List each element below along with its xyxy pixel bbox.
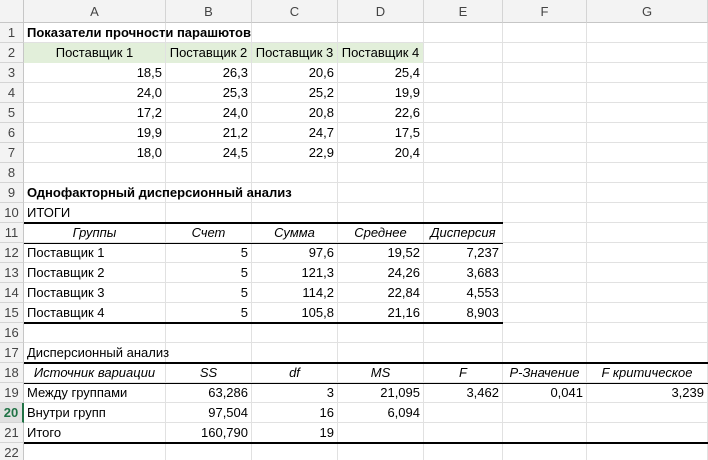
data-cell[interactable]: 19,9 — [394, 85, 420, 100]
row-header-22[interactable]: 22 — [0, 443, 24, 460]
data-cell[interactable]: 24,0 — [222, 105, 248, 120]
summary-value[interactable]: 121,3 — [301, 265, 334, 280]
data-cell[interactable]: 20,6 — [308, 65, 334, 80]
row-header-20[interactable]: 20 — [0, 403, 24, 423]
summary-header[interactable]: Счет — [191, 225, 226, 240]
anova-header[interactable]: P-Значение — [509, 365, 580, 380]
data-cell[interactable]: 24,5 — [222, 145, 248, 160]
row-header-15[interactable]: 15 — [0, 303, 24, 323]
summary-group-label[interactable]: Поставщик 2 — [27, 265, 105, 280]
summary-header[interactable]: Среднее — [354, 225, 407, 240]
summary-value[interactable]: 114,2 — [302, 285, 334, 300]
summary-value[interactable]: 105,8 — [301, 305, 334, 320]
anova-value[interactable]: 97,504 — [208, 405, 248, 420]
data-cell[interactable]: 17,5 — [394, 125, 420, 140]
data-cell[interactable]: 18,5 — [136, 65, 162, 80]
anova-title[interactable]: Однофакторный дисперсионный анализ — [27, 185, 292, 200]
data-cell[interactable]: 24,7 — [308, 125, 334, 140]
summary-value[interactable]: 22,84 — [387, 285, 420, 300]
summary-group-label[interactable]: Поставщик 4 — [27, 305, 105, 320]
anova-value[interactable]: 6,094 — [387, 405, 420, 420]
row-header-2[interactable]: 2 — [0, 43, 24, 63]
row-header-4[interactable]: 4 — [0, 83, 24, 103]
anova-value[interactable]: 0,041 — [550, 385, 583, 400]
row-header-17[interactable]: 17 — [0, 343, 24, 363]
supplier-header[interactable]: Поставщик 2 — [166, 43, 251, 63]
row-header-16[interactable]: 16 — [0, 323, 24, 343]
anova-header[interactable]: F — [459, 365, 467, 380]
data-cell[interactable]: 17,2 — [136, 105, 162, 120]
summary-value[interactable]: 5 — [240, 245, 248, 260]
row-header-9[interactable]: 9 — [0, 183, 24, 203]
data-cell[interactable]: 22,9 — [308, 145, 334, 160]
column-header-f[interactable]: F — [503, 0, 587, 23]
anova-header-border — [24, 383, 708, 384]
column-header-g[interactable]: G — [587, 0, 708, 23]
anova-value[interactable]: 3,462 — [466, 385, 499, 400]
summary-title[interactable]: ИТОГИ — [27, 205, 71, 220]
row-header-18[interactable]: 18 — [0, 363, 24, 383]
select-all-corner[interactable] — [0, 0, 24, 23]
data-cell[interactable]: 20,4 — [394, 145, 420, 160]
row-header-21[interactable]: 21 — [0, 423, 24, 443]
anova-value[interactable]: 3,239 — [671, 385, 704, 400]
column-header-a[interactable]: A — [24, 0, 166, 23]
summary-value[interactable]: 3,683 — [466, 265, 499, 280]
summary-bottom-border — [24, 322, 503, 324]
data-cell[interactable]: 21,2 — [222, 125, 248, 140]
anova-value[interactable]: 160,790 — [201, 425, 248, 440]
summary-value[interactable]: 21,16 — [387, 305, 420, 320]
data-cell[interactable]: 24,0 — [136, 85, 162, 100]
row-header-5[interactable]: 5 — [0, 103, 24, 123]
anova-section-title[interactable]: Дисперсионный анализ — [27, 345, 170, 360]
data-cell[interactable]: 20,8 — [308, 105, 334, 120]
data-cell[interactable]: 22,6 — [394, 105, 420, 120]
row-header-11[interactable]: 11 — [0, 223, 24, 243]
data-cell[interactable]: 19,9 — [136, 125, 162, 140]
row-header-13[interactable]: 13 — [0, 263, 24, 283]
row-header-6[interactable]: 6 — [0, 123, 24, 143]
column-header-c[interactable]: C — [252, 0, 338, 23]
summary-value[interactable]: 5 — [240, 305, 248, 320]
anova-header[interactable]: df — [289, 365, 300, 380]
row-header-10[interactable]: 10 — [0, 203, 24, 223]
summary-header[interactable]: Группы — [72, 225, 117, 240]
anova-header[interactable]: SS — [199, 365, 218, 380]
data-cell[interactable]: 18,0 — [136, 145, 162, 160]
summary-top-border — [24, 222, 503, 224]
anova-top-border — [24, 362, 708, 364]
anova-header[interactable]: Источник вариации — [33, 365, 156, 380]
column-header-e[interactable]: E — [424, 0, 503, 23]
row-header-14[interactable]: 14 — [0, 283, 24, 303]
data-cell[interactable]: 25,4 — [394, 65, 420, 80]
data-cell[interactable]: 25,3 — [222, 85, 248, 100]
summary-value[interactable]: 7,237 — [466, 245, 499, 260]
summary-header-border — [24, 243, 503, 244]
column-header-b[interactable]: B — [166, 0, 252, 23]
summary-group-label[interactable]: Поставщик 3 — [27, 285, 105, 300]
summary-value[interactable]: 19,52 — [387, 245, 420, 260]
row-header-12[interactable]: 12 — [0, 243, 24, 263]
summary-value[interactable]: 97,6 — [308, 245, 334, 260]
data-cell[interactable]: 25,2 — [308, 85, 334, 100]
sheet-title[interactable]: Показатели прочности парашютов — [27, 25, 251, 40]
anova-value[interactable]: 63,286 — [208, 385, 248, 400]
row-header-3[interactable]: 3 — [0, 63, 24, 83]
row-header-8[interactable]: 8 — [0, 163, 24, 183]
anova-value[interactable]: 21,095 — [380, 385, 420, 400]
summary-group-label[interactable]: Поставщик 1 — [27, 245, 105, 260]
anova-value[interactable]: 19 — [319, 425, 334, 440]
column-header-d[interactable]: D — [338, 0, 424, 23]
anova-source-label[interactable]: Итого — [27, 425, 62, 440]
anova-bottom-border — [24, 442, 708, 444]
anova-value[interactable]: 3 — [326, 385, 334, 400]
anova-source-label[interactable]: Между группами — [27, 385, 128, 400]
anova-header[interactable]: MS — [370, 365, 391, 380]
summary-value[interactable]: 5 — [240, 285, 248, 300]
anova-source-label[interactable]: Внутри групп — [27, 405, 106, 420]
anova-value[interactable]: 16 — [319, 405, 334, 420]
summary-value[interactable]: 8,903 — [466, 305, 499, 320]
supplier-header[interactable]: Поставщик 1 — [24, 43, 165, 63]
row-header-19[interactable]: 19 — [0, 383, 24, 403]
summary-value[interactable]: 5 — [240, 265, 248, 280]
supplier-header[interactable]: Поставщик 3 — [252, 43, 337, 63]
summary-value[interactable]: 4,553 — [466, 285, 499, 300]
summary-value[interactable]: 24,26 — [387, 265, 420, 280]
anova-header[interactable]: F критическое — [601, 365, 693, 380]
summary-header[interactable]: Дисперсия — [430, 225, 496, 240]
row-header-7[interactable]: 7 — [0, 143, 24, 163]
row-header-1[interactable]: 1 — [0, 23, 24, 43]
supplier-header[interactable]: Поставщик 4 — [338, 43, 423, 63]
summary-header[interactable]: Сумма — [274, 225, 315, 240]
data-cell[interactable]: 26,3 — [222, 65, 248, 80]
